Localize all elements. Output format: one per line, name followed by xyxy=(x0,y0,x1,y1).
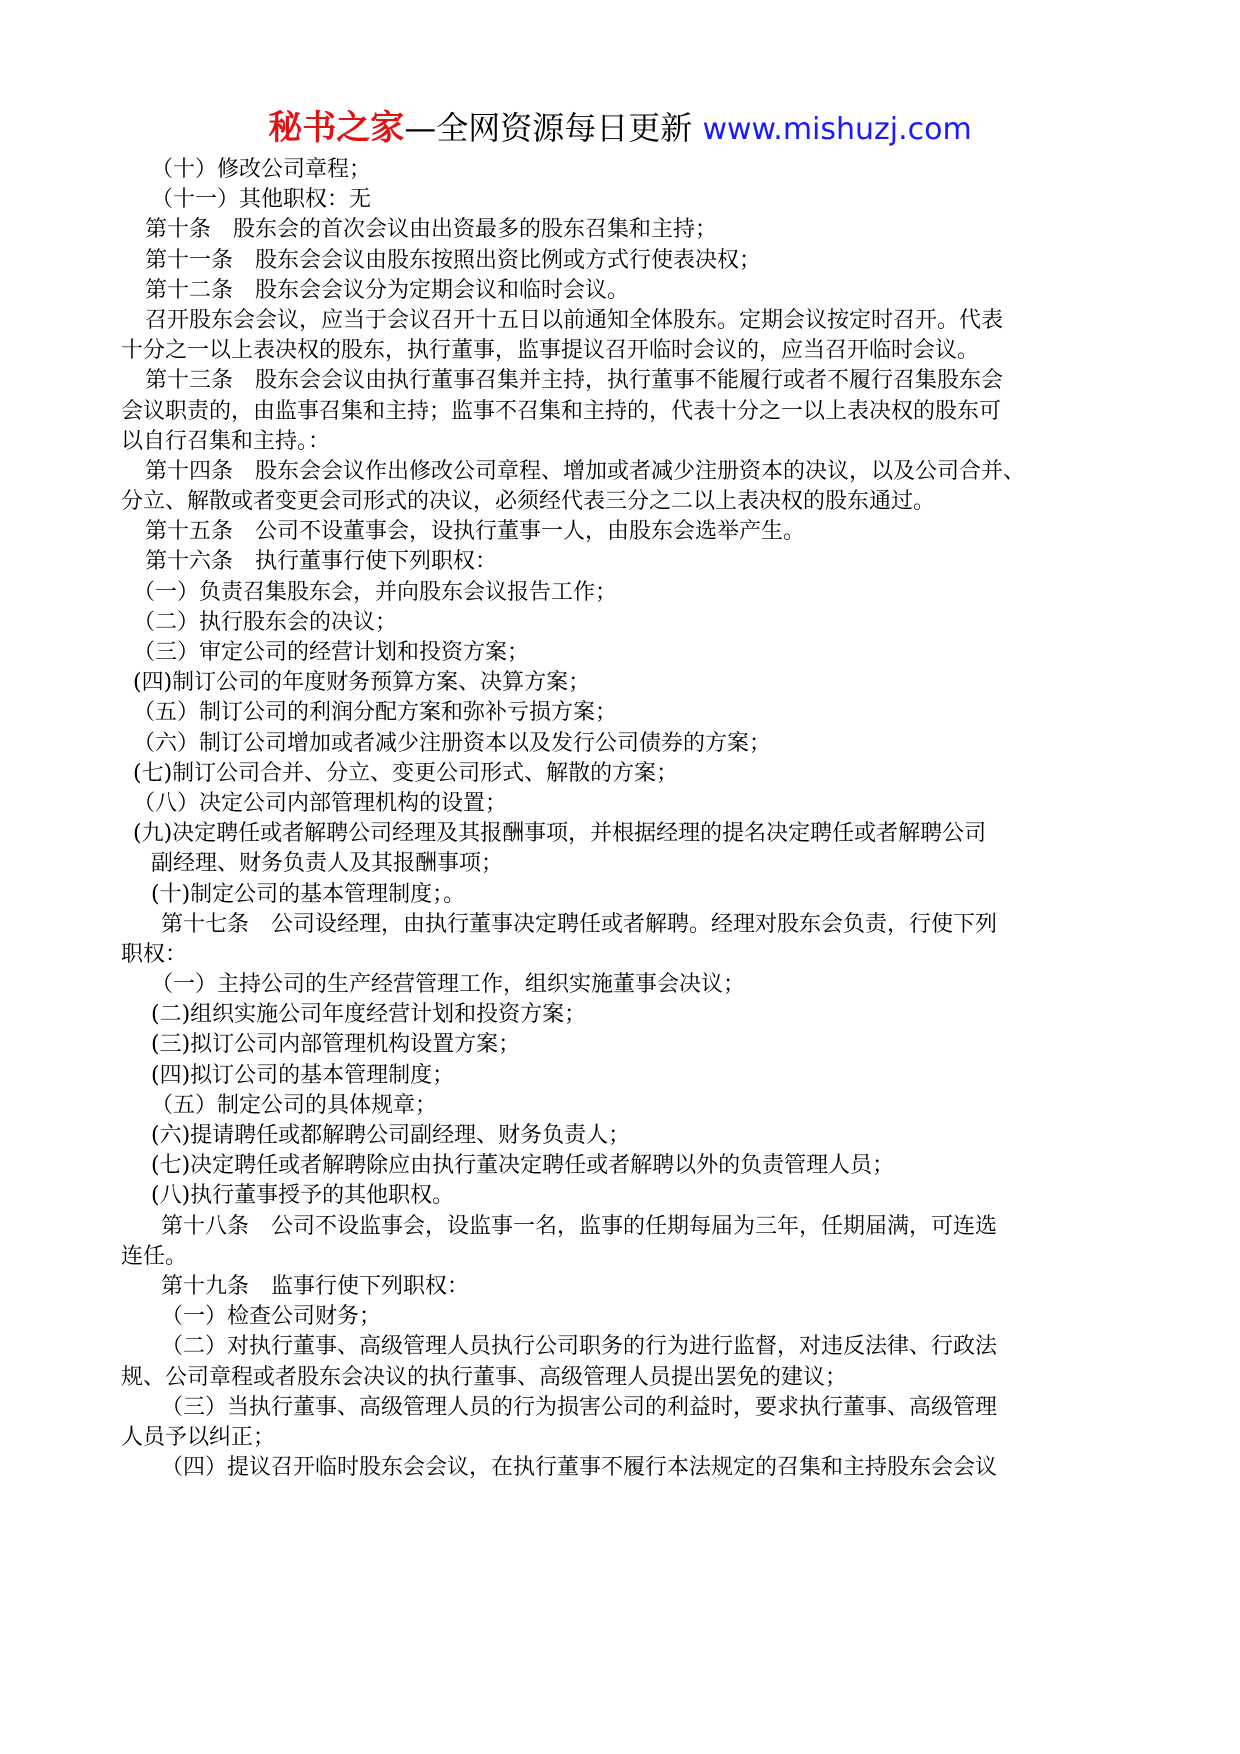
text-line: （二）执行股东会的决议； xyxy=(133,609,398,635)
text-line: (七)制订公司合并、分立、变更公司形式、解散的方案； xyxy=(133,760,679,786)
text-line: (九)决定聘任或者解聘公司经理及其报酬事项，并根据经理的提名决定聘任或者解聘公司 xyxy=(133,821,987,847)
text-line: 十分之一以上表决权的股东，执行董事，监事提议召开临时会议的，应当召开临时会议。 xyxy=(121,338,980,364)
text-line: (七)决定聘任或者解聘除应由执行董决定聘任或者解聘以外的负责管理人员； xyxy=(151,1153,895,1179)
text-line: 第十六条 执行董事行使下列职权： xyxy=(145,549,498,575)
text-line: （五）制订公司的利润分配方案和弥补亏损方案； xyxy=(133,700,618,726)
text-line: （八）决定公司内部管理机构的设置； xyxy=(133,790,508,816)
text-line: 第十四条 股东会会议作出修改公司章程、增加或者减少注册资本的决议，以及公司合并、 xyxy=(145,458,1026,484)
text-line: 第十九条 监事行使下列职权： xyxy=(161,1273,470,1299)
text-line: (四)拟订公司的基本管理制度； xyxy=(151,1062,455,1088)
text-line: (八)执行董事授予的其他职权。 xyxy=(151,1183,455,1209)
text-line: (二)组织实施公司年度经营计划和投资方案； xyxy=(151,1002,587,1028)
text-line: 第十二条 股东会会议分为定期会议和临时会议。 xyxy=(145,277,630,303)
text-line: 人员予以纠正； xyxy=(121,1424,276,1450)
text-line: 分立、解散或者变更会司形式的决议，必须经代表三分之二以上表决权的股东通过。 xyxy=(121,489,936,515)
text-line: 第十五条 公司不设董事会，设执行董事一人，由股东会选举产生。 xyxy=(145,519,806,545)
text-line: （三）审定公司的经营计划和投资方案； xyxy=(133,640,530,665)
text-line: （十一）其他职权：无 xyxy=(151,187,372,213)
text-line: 第十七条 公司设经理，由执行董事决定聘任或者解聘。经理对股东会负责，行使下列 xyxy=(161,911,998,937)
text-line: （十）修改公司章程； xyxy=(151,157,372,182)
text-line: （一）主持公司的生产经营管理工作，组织实施董事会决议； xyxy=(151,972,746,998)
text-line: (四)制订公司的年度财务预算方案、决算方案； xyxy=(133,670,591,696)
site-url-link[interactable]: www.mishuzj.com xyxy=(702,112,972,147)
header-tagline: —全网资源每日更新 xyxy=(404,109,703,147)
text-line: 会议职责的，由监事召集和主持；监事不召集和主持的，代表十分之一以上表决权的股东可 xyxy=(121,398,1002,424)
text-line: 第十条 股东会的首次会议由出资最多的股东召集和主持； xyxy=(145,217,718,243)
text-line: 职权： xyxy=(121,941,188,967)
text-line: （五）制定公司的具体规章； xyxy=(151,1092,438,1118)
text-line: 第十一条 股东会会议由股东按照出资比例或方式行使表决权； xyxy=(145,247,762,273)
document-body xyxy=(121,155,1121,1483)
text-line: 副经理、财务负责人及其报酬事项； xyxy=(151,851,504,877)
text-line: （一）负责召集股东会，并向股东会议报告工作； xyxy=(133,579,618,605)
site-header xyxy=(0,100,1240,149)
text-line: 第十三条 股东会会议由执行董事召集并主持，执行董事不能履行或者不履行召集股东会 xyxy=(145,368,1004,394)
text-line: (六)提请聘任或都解聘公司副经理、财务负责人； xyxy=(151,1123,631,1148)
text-line: （二）对执行董事、高级管理人员执行公司职务的行为进行监督，对违反法律、行政法 xyxy=(161,1334,998,1360)
text-line: 第十八条 公司不设监事会，设监事一名，监事的任期每届为三年，任期届满，可连选 xyxy=(161,1213,998,1239)
text-line: (十)制定公司的基本管理制度；。 xyxy=(151,881,466,907)
text-line: 召开股东会会议，应当于会议召开十五日以前通知全体股东。定期会议按定时召开。代表 xyxy=(145,307,1004,333)
text-line: 以自行召集和主持。： xyxy=(121,428,331,454)
text-line: （三）当执行董事、高级管理人员的行为损害公司的利益时，要求执行董事、高级管理 xyxy=(161,1394,998,1420)
brand-name: 秘书之家 xyxy=(268,108,405,148)
text-line: 规、公司章程或者股东会决议的执行董事、高级管理人员提出罢免的建议； xyxy=(121,1364,848,1390)
text-line: (三)拟订公司内部管理机构设置方案； xyxy=(151,1032,521,1058)
text-line: 连任。 xyxy=(121,1243,188,1269)
text-line: （一）检查公司财务； xyxy=(161,1304,382,1330)
text-line: （六）制订公司增加或者减少注册资本以及发行公司债券的方案； xyxy=(133,730,772,756)
text-line: （四）提议召开临时股东会会议，在执行董事不履行本法规定的召集和主持股东会会议 xyxy=(161,1455,998,1481)
